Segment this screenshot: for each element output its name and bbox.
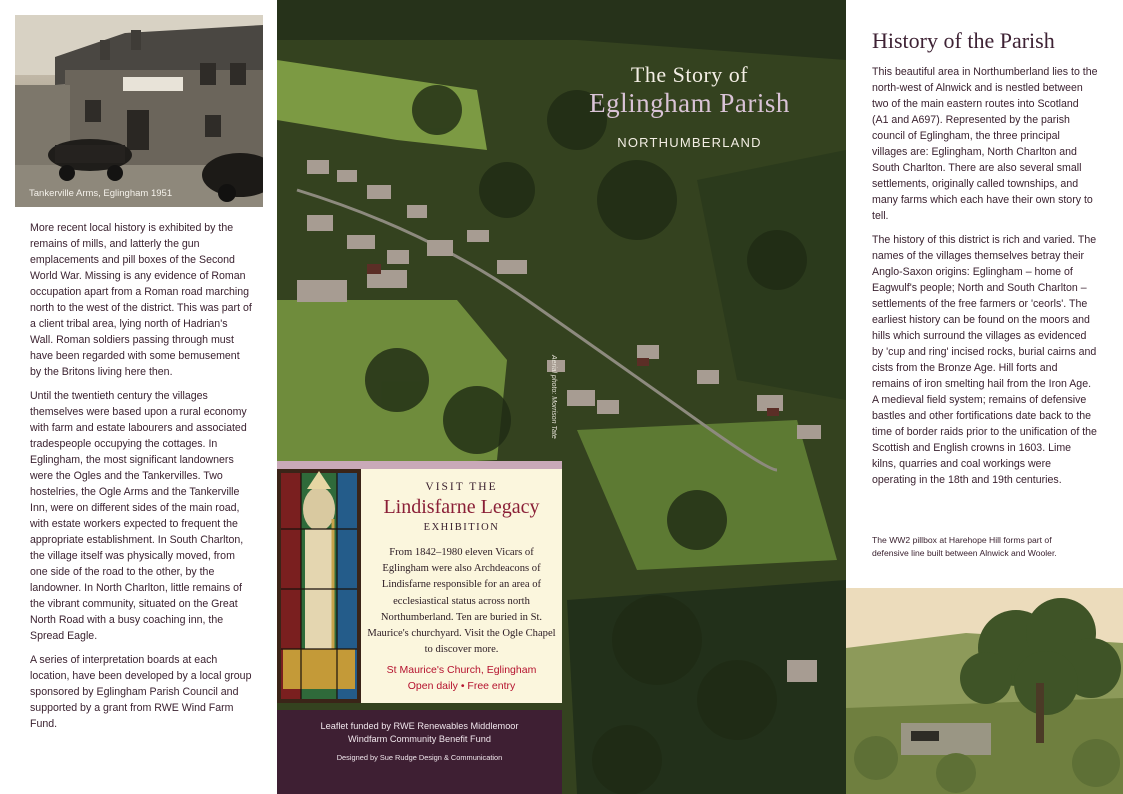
right-paragraph: This beautiful area in Northumberland lies to the north-west of Alnwick and is nestled between two of the main eastern routes into Scotland (A1 and A697). Represented by the parish council of Eglingham, the three principal villages are: Eglingham, North Charlton and South Charlton. There are also several small settlements, originally called townships, and many farms which each have their own story to tell. xyxy=(872,66,1098,222)
exhibit-hours: Open daily • Free entry xyxy=(407,680,516,693)
left-body-text xyxy=(30,220,252,740)
exhibit-location: St Maurice's Church, Eglingham xyxy=(386,664,537,677)
funder-panel xyxy=(277,710,562,794)
exhibit-label: EXHIBITION xyxy=(423,522,500,533)
right-body-text xyxy=(872,64,1098,496)
photo-caption: Tankerville Arms, Eglingham 1951 xyxy=(29,188,173,199)
left-paragraph: More recent local history is exhibited by the remains of mills, and latterly the gun emplacements and pill boxes of the Second World War. Missing is any evidence of Roman occupation apart from a Roman road marching north to the west of the district. This was part of a client tribal area, lying north of Hadrian's Wall. Roman soldiers passing through must have been regarded with some bemusement by the Britons living here then. xyxy=(30,222,252,378)
stained-glass-window xyxy=(277,469,361,703)
title-line-2: Eglingham Parish xyxy=(589,88,790,118)
pillbox-photo xyxy=(846,588,1123,794)
designer-credit: Designed by Sue Rudge Design & Communication xyxy=(336,753,503,762)
right-paragraph: The history of this district is rich and varied. The names of the villages themselves betray their Anglo-Saxon origins: Eglingham – home of Eagwulf's people; North and South Charlton – settlements of the free farmers or 'ceorls'. The earliest history can be found on the moors and hills which surround the villages as evidenced by 'cup and ring' incised rocks, burial cairns and cists from the Bronze Age. Hill forts and remains of iron smelting hail from the Iron Age. A medieval field system; remains of defensive bastles and other fortifications date back to the time of border raids prior to the unification of the Scottish and English crowns in 1603. Lime kilns, quarries and coal workings were operating in the 18th and 19th centuries. xyxy=(872,234,1097,486)
section-title: History of the Parish xyxy=(872,28,1055,53)
pillbox-caption: The WW2 pillbox at Harehope Hill forms part of defensive line built between Alnwick and Wooler. xyxy=(872,535,1057,558)
panel-border xyxy=(277,461,562,469)
exhibit-text xyxy=(365,481,558,694)
tankerville-arms-photo xyxy=(15,15,263,207)
lindisfarne-exhibit-panel xyxy=(277,461,562,703)
cover-panel xyxy=(277,0,846,794)
title-line-1: The Story of xyxy=(630,62,749,87)
exhibit-kicker: VISIT THE xyxy=(425,481,498,493)
pillbox-illustration xyxy=(846,588,1123,794)
right-panel xyxy=(846,0,1123,794)
cover-subtitle: NORTHUMBERLAND xyxy=(617,135,762,150)
exhibit-body: From 1842–1980 eleven Vicars of Eglingham were also Archdeacons of Lindisfarne responsible for an area of ecclesiastical status across north Northumberland. Ten are buried in St. Maurice's churchyard. Visit the Ogle Chapel to discover more. xyxy=(367,547,556,656)
cover-title xyxy=(577,62,802,150)
left-paragraph: Until the twentieth century the villages themselves were based upon a rural economy with farm and estate labourers and associated tradespeople occupying the cottages. In Eglingham, the most significant landowners were the Ogles and the Tankervilles. Two hostelries, the Ogle Arms and the Tankerville Inn, were on different sides of the main road, with estate workers expected to frequent the appropriate establishment. In South Charlton, the village itself was physically moved, from one side of the road to the other, by the landowner. In North Charlton, little remains of the vibrant community, situated on the Great North Road with a busy coaching inn, the Spread Eagle. xyxy=(30,390,247,642)
funder-line-2: Windfarm Community Benefit Fund xyxy=(348,734,491,744)
exhibit-title: Lindisfarne Legacy xyxy=(383,496,540,518)
funder-line-1: Leaflet funded by RWE Renewables Middlemoor xyxy=(320,721,519,731)
left-paragraph: A series of interpretation boards at each location, have been developed by a local group sponsored by Eglingham Parish Council and supported by a grant from RWE Wind Farm Fund. xyxy=(30,654,252,730)
left-panel xyxy=(0,0,277,794)
photo-credit: Aerial photo: Morrison Tate xyxy=(550,355,557,439)
tankerville-arms-illustration xyxy=(15,15,263,207)
stained-glass-illustration xyxy=(277,469,361,703)
